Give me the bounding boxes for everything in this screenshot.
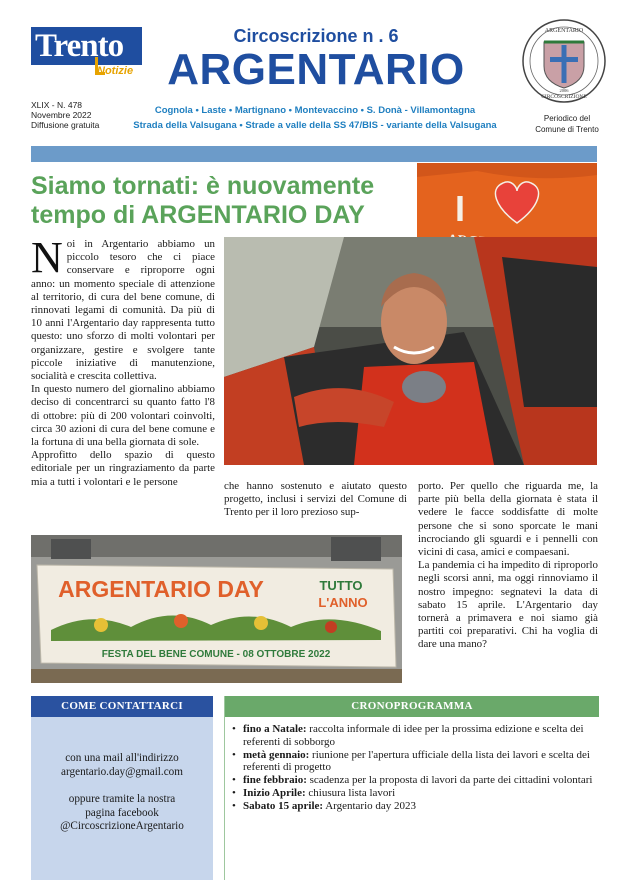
issue-distribution: Diffusione gratuita: [31, 120, 100, 130]
schedule-item-text: riunione per l'apertura ufficiale della lista dei lavori e scelta dei referenti di progetto: [243, 748, 590, 774]
paragraph-1-text: oi in Argentario abbiamo un piccolo tesoro che ci piace conservare e riproporre ogni anno: un momento speciale di attenzione al territorio, di cura del bene comune, di rinnovati legami di comunità. Da più di 10 anni l'Argentario day rappresenta tutto questo: uno sforzo di molti volontari per organizzare, gestire e svolgere tante piccole iniziative di manutenzione, socialità e crescita collettiva.: [31, 238, 215, 383]
schedule-item: [231, 787, 593, 800]
schedule-list: [231, 723, 593, 813]
banner-title: ARGENTARIO DAY: [58, 576, 264, 602]
schedule-item-text: chiusura lista lavori: [305, 786, 396, 799]
schedule-item: [231, 749, 593, 775]
issue-number: XLIX - N. 478: [31, 100, 83, 110]
masthead-title: ARGENTARIO: [167, 45, 465, 94]
argentario-day-banner-photo: [31, 535, 402, 683]
caption-line-1: Periodico del: [543, 114, 591, 123]
schedule-item-text: scadenza per la proposta di lavori da parte dei cittadini volontari: [306, 774, 593, 787]
schedule-box: [224, 696, 598, 880]
tshirt-letter: I: [455, 188, 466, 229]
article-column-3: [418, 480, 598, 652]
places-line-1: Cognola • Laste • Martignano • Montevaccino • S. Donà - Villamontagna: [154, 105, 476, 116]
contact-email-link[interactable]: argentario.day@gmail.com: [61, 765, 183, 778]
issue-info: [31, 100, 99, 130]
drop-cap: N: [31, 233, 63, 282]
contact-box: [31, 696, 213, 880]
contact-line-3: pagina facebook: [85, 806, 159, 819]
district-subtitle: Circoscrizione n . 6: [233, 26, 399, 46]
schedule-item: [231, 800, 593, 813]
contact-heading: COME CONTATTARCI: [31, 696, 213, 717]
banner-bottom: FESTA DEL BENE COMUNE - 08 OTTOBRE 2022: [101, 649, 331, 660]
contact-line-2: oppure tramite la nostra: [68, 793, 176, 805]
article-column-1: [31, 233, 215, 489]
district-seal-icon: [521, 18, 607, 104]
article-paragraph-6: La pandemia ci ha impedito di riproporlo negli scorsi anni, ma oggi rinnoviamo il nostro impegno: segnatevi la data di sabato 15 aprile. L'Argentario day tornerà a primavera e noi siamo già partiti coi preparativi. Chi ha voglia di dare una mano?: [418, 559, 598, 651]
schedule-item-text: raccolta informale di idee per la prossima edizione e scelta dei referenti di sobborgo: [243, 723, 584, 748]
article-paragraph-2: In questo numero del giornalino abbiamo deciso di concentrarci su quanto fatto l'8 di ottobre: più di 200 volontari coinvolti, circa 30 azioni di cura del bene comune e la fortuna di una bella giornata di sole.: [31, 383, 215, 449]
trento-notizie-logo: [31, 27, 142, 79]
banner-side-1: TUTTO: [319, 578, 363, 593]
logo-main-text: Trento: [35, 28, 124, 64]
article-paragraph-5: porto. Per quello che riguarda me, la parte più bella della giornata è stata il vedere le facce soddisfatte di molte persone che si sono sporcate le mani incrociando gli sguardi e i pennelli con vicini di casa, amici e compaesani.: [418, 480, 598, 559]
seal-text-bottom: CIRCOSCRIZIONE: [541, 94, 587, 100]
header-divider-bar: [31, 146, 597, 162]
schedule-item-label: Inizio Aprile:: [243, 786, 306, 799]
seal-text-top: ARGENTARIO: [544, 28, 584, 34]
contact-line-1: con una mail all'indirizzo: [65, 752, 179, 764]
article-paragraph-1: [31, 233, 215, 383]
schedule-item: [231, 723, 593, 749]
issue-date: Novembre 2022: [31, 110, 92, 120]
facebook-handle-link[interactable]: @CircoscrizioneArgentario: [60, 820, 184, 832]
article-paragraph-4: che hanno sostenuto e aiutato questo progetto, inclusi i servizi del Comune di Trento per il loro prezioso sup-: [224, 480, 407, 519]
volunteer-car-photo: [224, 237, 597, 465]
logo-sub-text: Notizie: [97, 65, 134, 77]
schedule-item: [231, 774, 593, 787]
caption-line-2: Comune di Trento: [535, 125, 599, 134]
schedule-item-label: fino a Natale:: [243, 723, 307, 735]
article-headline: Siamo tornati: è nuovamente tempo di ARGENTARIO DAY: [31, 172, 375, 229]
banner-side-2: L'ANNO: [318, 595, 368, 610]
schedule-item-label: Sabato 15 aprile:: [243, 799, 324, 812]
contact-body: [31, 752, 213, 834]
article-column-2: [224, 480, 407, 520]
article-paragraph-3: Approfitto dello spazio di questo editoriale per un ringraziamento da parte mia a tutti i volontari e le persone: [31, 449, 215, 488]
schedule-item-label: metà gennaio:: [243, 748, 310, 761]
places-list: [130, 103, 500, 133]
periodical-caption: [522, 113, 612, 135]
schedule-item-text: Argentario day 2023: [323, 799, 417, 812]
places-line-2: Strada della Valsugana • Strade a valle della SS 47/BIS - variante della Valsugana: [133, 120, 497, 131]
schedule-item-label: fine febbraio:: [243, 774, 307, 787]
schedule-heading: CRONOPROGRAMMA: [225, 696, 599, 717]
seal-year: 2006: [559, 88, 569, 93]
